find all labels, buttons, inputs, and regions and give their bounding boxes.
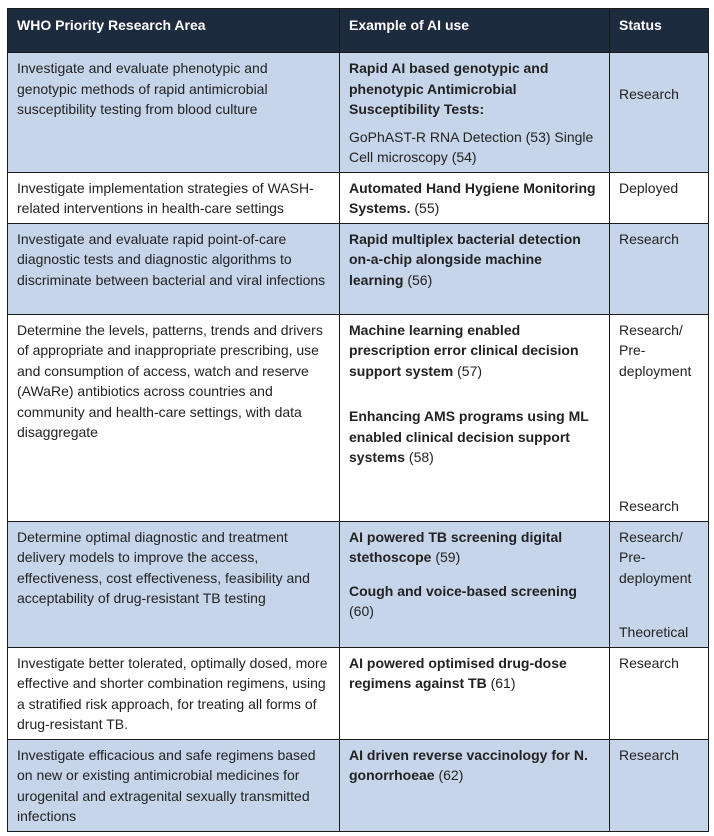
area-cell: Investigate and evaluate rapid point-of-care diagnostic tests and diagnostic algorithms to discriminate between bacterial and viral infections [8, 223, 340, 314]
status-cell [610, 314, 709, 521]
research-table-container [7, 8, 708, 832]
example-title: Rapid AI based genotypic and phenotypic Antimicrobial Susceptibility Tests: [349, 60, 549, 117]
status-cell: Research [610, 647, 709, 739]
example-cell [340, 647, 610, 739]
table-row [8, 172, 709, 223]
table-header-row [8, 9, 709, 53]
example-cell [340, 172, 610, 223]
example-title: AI powered TB screening digital stethoscope [349, 528, 563, 565]
example-cell [340, 53, 610, 173]
table-row [8, 647, 709, 739]
example-ref: (56) [403, 271, 433, 288]
header-area: WHO Priority Research Area [8, 9, 340, 53]
area-cell: Investigate and evaluate phenotypic and genotypic methods of rapid antimicrobial susceptibility testing from blood culture [8, 53, 340, 173]
table-row [8, 53, 709, 173]
example-title: AI powered optimised drug-dose regimens against TB [349, 654, 567, 691]
example-entry [349, 527, 600, 568]
example-ref: (59) [431, 549, 461, 565]
example-ref: (61) [486, 675, 516, 691]
example-ref: (58) [405, 449, 434, 465]
status-value: Research [619, 498, 679, 514]
table-row [8, 223, 709, 314]
status-cell: Research [610, 739, 709, 831]
example-cell [340, 521, 610, 647]
example-ref: (57) [453, 362, 483, 379]
example-cell [340, 739, 610, 831]
area-cell: Investigate efficacious and safe regimens based on new or existing antimicrobial medicines for urogenital and extragenital sexually transmitted infections [8, 739, 340, 831]
example-title: Rapid multiplex bacterial detection on-a-chip alongside machine learning [349, 230, 581, 288]
example-entry [349, 178, 600, 219]
example-ref: GoPhAST-R RNA Detection (53) Single Cell microscopy (54) [349, 128, 594, 165]
status-cell [610, 521, 709, 647]
example-entry [349, 653, 600, 694]
status-value: Research/ Pre-deployment [619, 321, 692, 379]
example-cell [340, 314, 610, 521]
example-ref: (62) [434, 767, 464, 783]
example-title: Cough and voice-based screening [349, 582, 577, 599]
example-title: AI driven reverse vaccinology for N. gonorrhoeae [349, 746, 588, 783]
area-cell: Determine the levels, patterns, trends and drivers of appropriate and inappropriate prescribing, use and consumption of access, watch and reserve (AWaRe) antibiotics across countries and community and health-care settings, with data disaggregate [8, 314, 340, 521]
example-entry [349, 581, 600, 622]
example-cell [340, 223, 610, 314]
example-ref: (60) [349, 603, 374, 619]
area-cell: Investigate better tolerated, optimally dosed, more effective and shorter combination regimens, using a stratified risk approach, for treating all forms of drug-resistant TB. [8, 647, 340, 739]
header-example: Example of AI use [340, 9, 610, 53]
table-row [8, 739, 709, 831]
area-cell: Determine optimal diagnostic and treatment delivery models to improve the access, effectiveness, cost effectiveness, feasibility and acceptability of drug-resistant TB testing [8, 521, 340, 647]
example-entry [349, 127, 600, 168]
status-value: Theoretical [619, 624, 689, 640]
example-entry [349, 745, 600, 786]
area-cell: Investigate implementation strategies of WASH-related interventions in health-care settings [8, 172, 340, 223]
example-title: Enhancing AMS programs using ML enabled clinical decision support systems [349, 408, 589, 465]
header-status: Status [610, 9, 709, 53]
status-cell: Research [610, 223, 709, 314]
example-ref: (55) [410, 200, 440, 216]
who-ai-research-table [7, 8, 709, 832]
table-row [8, 521, 709, 647]
status-cell [610, 53, 709, 173]
status-value: Research [619, 86, 679, 102]
table-row [8, 314, 709, 521]
example-title: Machine learning enabled prescription error clinical decision support system [349, 321, 579, 379]
status-cell: Deployed [610, 172, 709, 223]
example-title: Automated Hand Hygiene Monitoring Systems. [349, 179, 596, 216]
example-entry [349, 320, 600, 382]
example-entry [349, 58, 600, 120]
example-entry [349, 229, 600, 291]
example-entry [349, 406, 600, 468]
status-value: Research/ Pre-deployment [619, 528, 692, 586]
